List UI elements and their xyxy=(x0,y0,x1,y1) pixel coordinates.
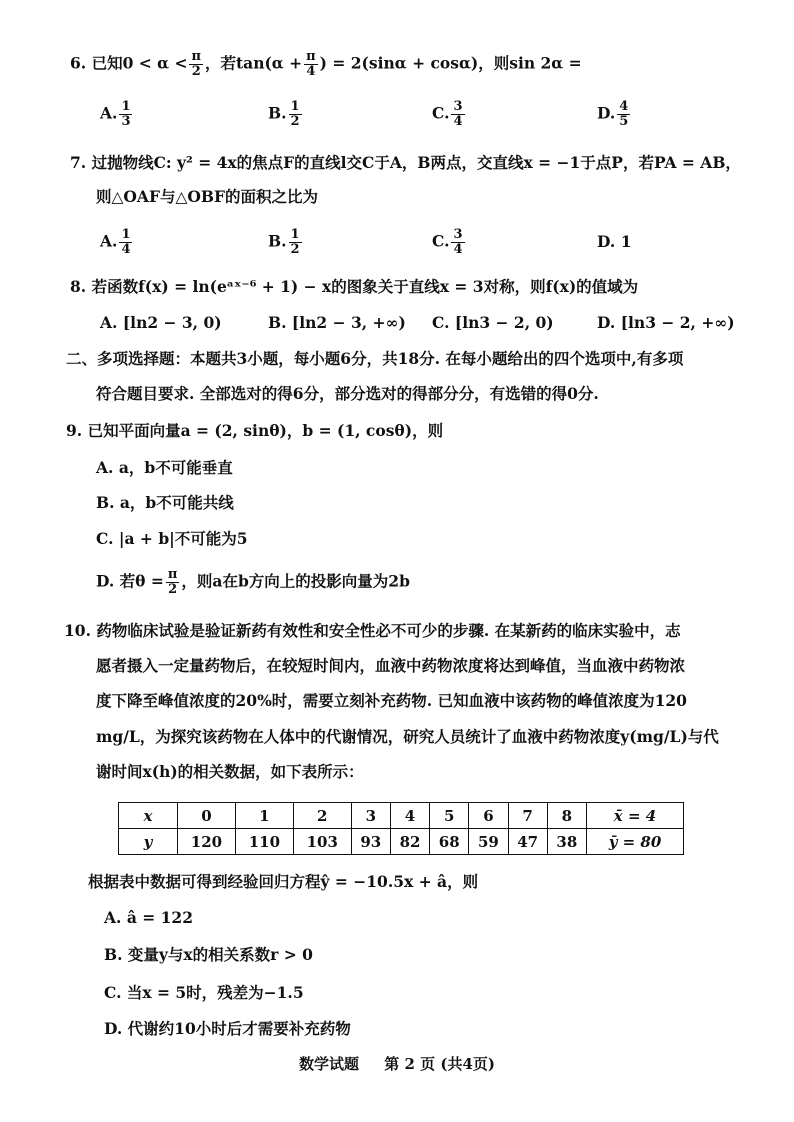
table-cell: 5 xyxy=(430,803,469,829)
table-cell: 6 xyxy=(469,803,508,829)
q7-number: 7. xyxy=(70,153,87,172)
table-cell: 120 xyxy=(178,829,236,855)
table-row-label-x: x xyxy=(119,803,178,829)
q10-regression-line: 根据表中数据可得到经验回归方程ŷ = −10.5x + â，则 xyxy=(88,872,479,891)
q10-option-b: B. 变量y与x的相关系数r > 0 xyxy=(104,945,313,964)
section2-header-line2: 符合题目要求. 全部选对的得6分，部分选对的得部分分，有选错的得0分. xyxy=(96,384,599,403)
table-cell: 3 xyxy=(351,803,390,829)
q9-option-a: A. a，b不可能垂直 xyxy=(96,458,233,477)
table-y-mean: ȳ = 80 xyxy=(587,829,684,855)
q10-stem-line1 xyxy=(64,620,681,642)
q9-stem-text: 已知平面向量a = (2, sinθ)，b = (1, cosθ)，则 xyxy=(87,421,444,440)
q6-option-c: C. $\frac{3}{4}$ xyxy=(432,99,463,129)
table-cell: 2 xyxy=(293,803,351,829)
q6-pi-over-4: $\frac{\pi}{4}$ xyxy=(306,49,316,79)
table-cell: 0 xyxy=(178,803,236,829)
q8-option-d: D. [ln3 − 2, +∞) xyxy=(597,313,735,332)
table-cell: 59 xyxy=(469,829,508,855)
table-cell: 110 xyxy=(235,829,293,855)
q10-line1-text: 药物临床试验是验证新药有效性和安全性必不可少的步骤. 在某新药的临床实验中，志 xyxy=(96,621,681,640)
q7-stem-line1 xyxy=(70,152,741,174)
q7-option-a: A. $\frac{1}{4}$ xyxy=(100,227,131,257)
table-cell: 103 xyxy=(293,829,351,855)
q10-data-table xyxy=(118,802,684,855)
table-cell: 1 xyxy=(235,803,293,829)
q7-option-d: D. 1 xyxy=(597,232,632,251)
q8-option-b: B. [ln2 − 3, +∞) xyxy=(268,313,406,332)
table-cell: 68 xyxy=(430,829,469,855)
q10-stem-line5: 谢时间x(h)的相关数据，如下表所示： xyxy=(96,762,364,781)
q10-stem-line3: 度下降至峰值浓度的20%时，需要立刻补充药物. 已知血液中该药物的峰值浓度为120 xyxy=(96,691,687,710)
q8-option-a: A. [ln2 − 3, 0) xyxy=(100,313,222,332)
table-cell: 82 xyxy=(390,829,429,855)
q6-number: 6. xyxy=(70,53,87,73)
q6-option-d: D. $\frac{4}{5}$ xyxy=(597,99,629,129)
table-cell: 4 xyxy=(390,803,429,829)
q9-stem xyxy=(66,420,443,442)
q7-option-b: B. $\frac{1}{2}$ xyxy=(268,227,300,257)
q10-stem-line2: 愿者摄入一定量药物后，在较短时间内，血液中药物浓度将达到峰值，当血液中药物浓 xyxy=(96,656,686,675)
table-cell: 47 xyxy=(508,829,547,855)
q9-option-c: C. |a + b|不可能为5 xyxy=(96,529,248,548)
q6-stem-post: ) = 2(sinα + cosα)，则sin 2α = xyxy=(319,53,582,73)
q6-pi-over-2: $\frac{\pi}{2}$ xyxy=(191,49,201,79)
footer-subject: 数学试题 xyxy=(299,1055,360,1073)
q9-number: 9. xyxy=(66,421,83,440)
q7-line1-text: 过抛物线C: y² = 4x的焦点F的直线l交C于A，B两点，交直线x = −1于点P，若PA = AB， xyxy=(91,153,741,172)
q6-option-b: B. $\frac{1}{2}$ xyxy=(268,99,300,129)
q10-number: 10. xyxy=(64,621,91,640)
q9-option-b: B. a，b不可能共线 xyxy=(96,493,234,512)
page-footer xyxy=(0,1053,794,1074)
q7-option-c: C. $\frac{3}{4}$ xyxy=(432,227,463,257)
q10-option-c: C. 当x = 5时，残差为−1.5 xyxy=(104,983,304,1002)
table-row xyxy=(119,803,684,829)
table-cell: 38 xyxy=(547,829,586,855)
q8-option-c: C. [ln3 − 2, 0) xyxy=(432,313,554,332)
table-row-label-y: y xyxy=(119,829,178,855)
q10-option-d: D. 代谢约10小时后才需要补充药物 xyxy=(104,1019,351,1038)
table-cell: 8 xyxy=(547,803,586,829)
footer-page-number: 第 2 页 (共4页) xyxy=(384,1055,495,1073)
q6-stem xyxy=(70,50,582,79)
q6-option-a: A. $\frac{1}{3}$ xyxy=(100,99,131,129)
table-row xyxy=(119,829,684,855)
q8-stem xyxy=(70,276,638,298)
q6-stem-pre: 已知0 < α < xyxy=(91,53,188,73)
table-cell: 93 xyxy=(351,829,390,855)
q9-option-d: D. 若θ = $\frac{\pi}{2}$ ，则a在b方向上的投影向量为2b xyxy=(96,567,410,597)
section2-header-line1: 二、多项选择题：本题共3小题，每小题6分，共18分. 在每小题给出的四个选项中,有多项 xyxy=(66,349,684,368)
q8-stem-text: 若函数f(x) = ln(eᵃˣ⁻⁶ + 1) − x的图象关于直线x = 3对称，则f(x)的值域为 xyxy=(91,277,639,296)
q6-stem-mid: ，若tan(α + xyxy=(205,53,303,73)
q8-number: 8. xyxy=(70,277,87,296)
q7-stem-line2: 则△OAF与△OBF的面积之比为 xyxy=(96,187,318,206)
q10-stem-line4: mg/L，为探究该药物在人体中的代谢情况，研究人员统计了血液中药物浓度y(mg/L)与代 xyxy=(96,727,719,746)
table-x-mean: x̄ = 4 xyxy=(587,803,684,829)
q10-option-a: A. â = 122 xyxy=(104,908,193,927)
table-cell: 7 xyxy=(508,803,547,829)
